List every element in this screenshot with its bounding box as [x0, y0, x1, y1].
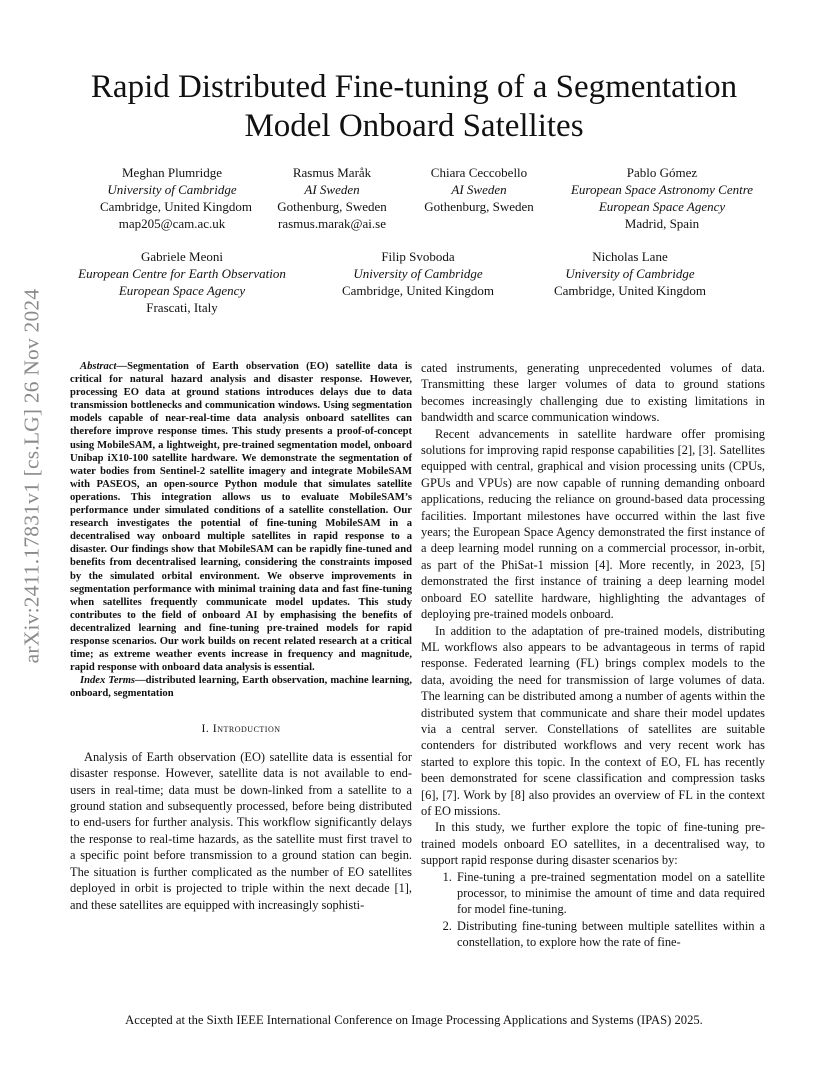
author-block [414, 164, 544, 215]
author-block [330, 248, 506, 299]
author-affiliation: University of Cambridge [565, 266, 695, 281]
author-affiliation: University of Cambridge [107, 182, 237, 197]
section-heading: I. Introduction [201, 721, 281, 736]
author-block [270, 164, 394, 232]
author-location: Gothenburg, Sweden [277, 199, 387, 214]
author-name: Rasmus Maråk [292, 165, 372, 180]
contribution-list [421, 869, 765, 951]
author-location: Gothenburg, Sweden [424, 199, 534, 214]
right-column [421, 360, 765, 951]
author-location: Cambridge, United Kingdom [100, 199, 253, 214]
author-name: Nicholas Lane [592, 249, 668, 264]
index-terms-lead: Index Terms [80, 675, 136, 687]
author-affiliation-2: European Space Agency [598, 199, 726, 214]
paper-title: Rapid Distributed Fine-tuning of a Segmentation Model Onboard Satellites [90, 69, 738, 144]
index-terms-text: —distributed learning, Earth observation, machine learning, onboard, segmentation [70, 675, 412, 700]
author-affiliation: AI Sweden [451, 182, 507, 197]
author-location: Frascati, Italy [146, 300, 218, 315]
author-email[interactable]: map205@cam.ac.uk [118, 216, 226, 231]
author-name: Chiara Ceccobello [430, 165, 528, 180]
arxiv-stamp: arXiv:2411.17831v1 [cs.LG] 26 Nov 2024 [19, 288, 44, 664]
author-block [540, 248, 720, 299]
author-name: Meghan Plumridge [121, 165, 222, 180]
abstract-lead: Abstract [80, 361, 117, 372]
author-affiliation: University of Cambridge [353, 266, 483, 281]
author-name: Pablo Gómez [626, 165, 698, 180]
author-block [100, 164, 253, 232]
intro-paragraph: Analysis of Earth observation (EO) satellite data is essential for disaster response. However, satellite data is not available to end-users in real-time; data must be down-linked from a satellite to a ground station and subsequently processed, before being distributed to end-users for further analysis. This workflow significantly delays the response to real-time hazards, as the satellite must first travel to a specific point before transmission to a ground station can begin. The situation is further complicated as the number of EO satellites deployed in orbit is projected to triple within the next decade [1], and these satellites are equipped with increasingly sophisti- [70, 749, 412, 912]
author-email[interactable]: rasmus.marak@ai.se [278, 216, 386, 231]
body-paragraph: In addition to the adaptation of pre-trained models, distributing ML workflows also appears to be advantageous in terms of rapid response. Federated learning (FL) brings complex models to the data, avoiding the need for transmission of large volumes of data. The learning can be distributed among a number of agents within the distributed system that communicate and share their model updates via a central server. Constellations of satellites are suitable contenders for distributed workflows and very recent work has started to explore this topic. In the context of EO, FL has recently been demonstrated for scene classification and compression tasks [6], [7]. Work by [8] also provides an overview of FL in the context of EO missions. [421, 623, 765, 818]
body-paragraph: cated instruments, generating unprecedented volumes of data. Transmitting these larger volumes of data to ground stations becomes increasingly challenging due to existing limitations in bandwidth and scarce communication windows. [421, 361, 765, 425]
abstract [70, 360, 412, 674]
author-block [64, 248, 300, 316]
author-block [560, 164, 764, 232]
author-affiliation: AI Sweden [304, 182, 360, 197]
author-affiliation-2: European Space Agency [118, 283, 246, 298]
index-terms [70, 674, 412, 700]
author-location: Madrid, Spain [624, 216, 700, 231]
contribution-item: 1. Fine-tuning a pre-trained segmentation model on a satellite processor, to minimise the amount of time and data required for model fine-tuning. [455, 869, 765, 918]
author-name: Gabriele Meoni [141, 249, 223, 264]
author-affiliation: European Space Astronomy Centre [570, 182, 754, 197]
contribution-item: 2. Distributing fine-tuning between multiple satellites within a constellation, to explore how the rate of fine- [455, 918, 765, 951]
body-paragraph: In this study, we further explore the topic of fine-tuning pre-trained models onboard EO satellites, in a decentralised way, to support rapid response during disaster scenarios by: [421, 820, 765, 868]
author-location: Cambridge, United Kingdom [341, 283, 494, 298]
author-affiliation: European Centre for Earth Observation [78, 266, 286, 281]
author-location: Cambridge, United Kingdom [553, 283, 706, 298]
abstract-text: —Segmentation of Earth observation (EO) satellite data is critical for natural hazard analysis and disaster response. However, processing EO data at ground stations introduces delays due to data transmission bottlenecks and communication windows. Using segmentation models capable of near-real-time data analysis onboard satellites can therefore improve response times. This study presents a proof-of-concept using MobileSAM, a lightweight, pre-trained segmentation model, onboard Unibap iX10-100 satellite hardware. We demonstrate the segmentation of water bodies from Sentinel-2 satellite imagery and integrate MobileSAM with PASEOS, an open-source Python module that simulates satellite operations. This integration allows us to evaluate MobileSAM’s performance under simulated conditions of a satellite constellation. Our research investigates the potential of fine-tuning MobileSAM in a decentralised way onboard multiple satellites in rapid response to a disaster. Our findings show that MobileSAM can be rapidly fine-tuned and benefits from decentralised learning, considering the constraints imposed by the simulated orbital environment. We observe improvements in segmentation performance with minimal training data and fast fine-tuning when satellites frequently communicate model updates. This study contributes to the field of onboard AI by emphasising the benefits of decentralized learning and fine-tuning pre-trained models for rapid response scenarios. Our work builds on recent related research at a critical time; as extreme weather events increase in frequency and magnitude, rapid response with onboard data analysis is essential. [70, 361, 412, 674]
left-column [70, 360, 412, 913]
author-name: Filip Svoboda [381, 249, 455, 264]
acceptance-footer: Accepted at the Sixth IEEE International Conference on Image Processing Applications and Systems (IPAS) 2025. [125, 1013, 703, 1027]
body-paragraph: Recent advancements in satellite hardware offer promising solutions for improving rapid response capabilities [2], [3]. Satellites equipped with central, graphical and vision processing units (CPUs, GPUs and VPUs) are now capable of running demanding onboard applications, reducing the reliance on ground-based data processing facilities. Important milestones have occurred within the last five years; the European Space Agency demonstrated the first instance of a deep learning model running on a commercial processor, in-orbit, as part of the PhiSat-1 mission [4]. More recently, in 2023, [5] demonstrated the first instance of training a deep learning model onboard EO satellite hardware, highlighting the advantages of deploying pre-trained models onboard. [421, 426, 765, 622]
